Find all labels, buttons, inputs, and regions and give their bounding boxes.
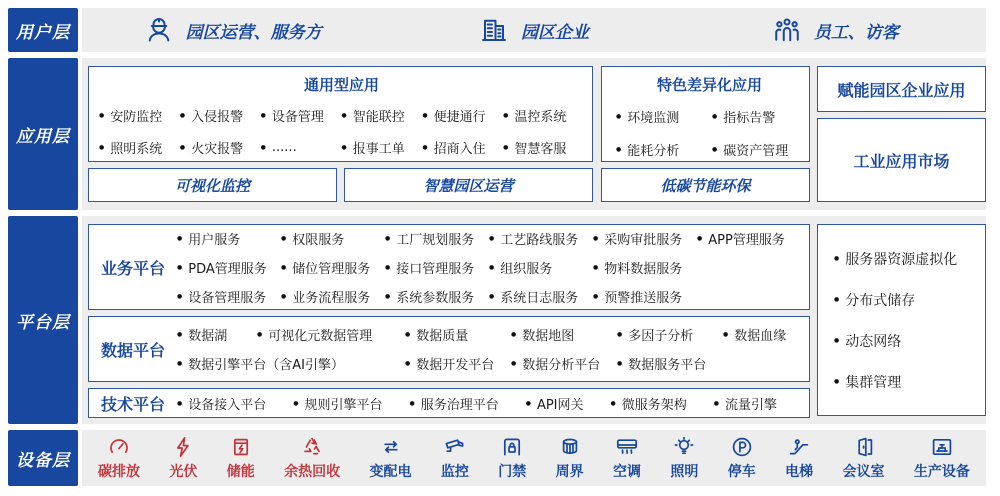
service-item: ● 系统日志服务 [489, 287, 593, 306]
service-item: ● PDA管理服务 [177, 258, 281, 277]
app-item: ● 火灾报警 [180, 138, 261, 157]
app-item: ● 便捷通行 [422, 106, 503, 125]
door-lock-icon [500, 435, 524, 459]
light-bulb-icon [672, 435, 696, 459]
service-item: ● 设备接入平台 [177, 394, 266, 413]
infra-item: ● 动态网络 [834, 331, 985, 351]
service-item: ● 服务治理平台 [409, 394, 498, 413]
device-perimeter [556, 435, 584, 481]
service-item: ● 多因子分析 [617, 325, 723, 344]
visual-monitoring-box: 可视化监控 [88, 168, 337, 202]
device-layer-label: 设备层 [8, 430, 78, 486]
business-platform-box [88, 224, 810, 310]
featured-apps-grid [616, 107, 803, 159]
app-item: ● 智能联控 [342, 106, 423, 125]
service-item: ● 采购审批服务 [593, 229, 697, 248]
general-apps-title: 通用型应用 [303, 76, 379, 94]
device-monitoring [441, 435, 469, 481]
business-platform-title: 业务平台 [101, 258, 166, 278]
user-layer-content [82, 8, 986, 52]
app-item: ● ...... [261, 138, 342, 157]
swap-arrows-icon [379, 435, 403, 459]
app-item: ● 设备管理 [261, 106, 342, 125]
app-item: ● 安防监控 [99, 106, 180, 125]
infra-item: ● 分布式储存 [834, 290, 985, 310]
service-item: ● 可视化元数据管理 [257, 325, 405, 344]
service-item: ● 数据血缘 [723, 325, 801, 344]
device-label: 碳排放 [98, 464, 140, 480]
device-label: 生产设备 [913, 464, 970, 480]
data-platform-box [88, 316, 810, 382]
empower-enterprise-apps-box: 赋能园区企业应用 [817, 66, 986, 112]
service-item: ● 数据开发平台 [405, 354, 511, 373]
device-air-conditioning [613, 435, 641, 481]
app-item: ● 智慧客服 [503, 138, 584, 157]
device-label: 电梯 [785, 464, 814, 480]
tech-platform-items [177, 394, 801, 413]
application-layer-row [8, 58, 986, 210]
infra-item: ● 集群管理 [834, 372, 985, 392]
app-item: ● 温控系统 [503, 106, 584, 125]
data-platform-rows [177, 325, 801, 373]
device-access-control [498, 435, 526, 481]
data-platform-title: 数据平台 [101, 340, 166, 360]
app-item: ● 指标告警 [712, 107, 803, 126]
business-row [177, 287, 801, 306]
featured-apps-box [601, 66, 810, 162]
gauge-icon [107, 435, 131, 459]
featured-apps-title: 特色差异化应用 [656, 76, 762, 94]
device-parking [728, 435, 756, 481]
general-apps-box [88, 66, 593, 162]
application-layer-label: 应用层 [8, 58, 78, 210]
device-photovoltaic [169, 435, 197, 481]
lightning-icon [171, 435, 195, 459]
device-waste-heat-recovery [284, 435, 340, 481]
app-item: ● 入侵报警 [180, 106, 261, 125]
user-group-label: 园区运营、服务方 [185, 22, 322, 43]
device-elevator [785, 435, 813, 481]
recycle-icon [300, 435, 324, 459]
business-platform-rows [177, 229, 801, 306]
service-item: ● 数据服务平台 [617, 354, 723, 373]
app-item: ● 碳资产管理 [712, 140, 803, 159]
user-group-label: 员工、访客 [813, 22, 899, 43]
infrastructure-box [817, 224, 986, 416]
service-item: ● 用户服务 [177, 229, 281, 248]
device-label: 变配电 [369, 464, 412, 480]
platform-layer-label: 平台层 [8, 216, 78, 424]
service-item: ● APP管理服务 [697, 229, 801, 248]
service-item: ● 业务流程服务 [281, 287, 385, 306]
device-label: 监控 [440, 464, 469, 480]
escalator-icon [787, 435, 811, 459]
service-item: ● API网关 [526, 394, 584, 413]
service-item: ● 储位管理服务 [281, 258, 385, 277]
user-group-operators [82, 8, 383, 52]
business-row [177, 229, 801, 248]
device-carbon-emission [98, 435, 140, 481]
service-item: ● 数据引擎平台（含AI引擎） [177, 354, 405, 373]
device-lighting [670, 435, 698, 481]
service-item: ● 微服务架构 [611, 394, 687, 413]
app-item: ● 招商入住 [422, 138, 503, 157]
user-layer-row [8, 8, 986, 52]
service-item: ● 流量引擎 [714, 394, 777, 413]
user-group-enterprises [383, 8, 684, 52]
data-row [177, 325, 801, 344]
device-meeting-room [843, 435, 885, 481]
device-layer-row [8, 430, 986, 486]
people-icon [772, 15, 802, 45]
low-carbon-box: 低碳节能环保 [601, 168, 810, 202]
service-item: ● 数据质量 [405, 325, 511, 344]
service-item: ● 工艺路线服务 [489, 229, 593, 248]
meeting-room-door-icon [852, 435, 876, 459]
service-item: ● 权限服务 [281, 229, 385, 248]
app-item: ● 照明系统 [99, 138, 180, 157]
production-equipment-icon [930, 435, 954, 459]
service-item: ● 设备管理服务 [177, 287, 281, 306]
device-label: 光伏 [169, 464, 198, 480]
device-label: 会议室 [842, 464, 885, 480]
cctv-camera-icon [443, 435, 467, 459]
smart-park-operation-box: 智慧园区运营 [344, 168, 593, 202]
worker-icon [144, 15, 174, 45]
data-row [177, 354, 801, 373]
service-item: ● 接口管理服务 [385, 258, 489, 277]
device-layer-content [82, 430, 986, 486]
application-layer-content [82, 58, 986, 210]
device-label: 余热回收 [284, 464, 341, 480]
business-row [177, 258, 801, 277]
service-item: ● 数据湖 [177, 325, 257, 344]
tech-platform-title: 技术平台 [101, 394, 166, 414]
parking-icon [730, 435, 754, 459]
service-item: ● 规则引擎平台 [293, 394, 382, 413]
device-label: 停车 [727, 464, 756, 480]
device-label: 空调 [613, 464, 641, 480]
perimeter-fence-icon [558, 435, 582, 459]
user-group-label: 园区企业 [520, 22, 589, 43]
service-item: ● 预警推送服务 [593, 287, 697, 306]
device-label: 门禁 [498, 464, 527, 480]
tech-platform-box [88, 388, 810, 418]
platform-layer-row [8, 216, 986, 424]
device-label: 周界 [555, 464, 584, 480]
user-group-visitors [685, 8, 986, 52]
service-item: ● 系统参数服务 [385, 287, 489, 306]
device-production-equipment [914, 435, 970, 481]
platform-layer-content [82, 216, 986, 424]
device-label: 照明 [670, 464, 699, 480]
device-label: 储能 [226, 464, 255, 480]
general-apps-grid [99, 106, 584, 157]
building-icon [479, 15, 509, 45]
battery-icon [229, 435, 253, 459]
infra-item: ● 服务器资源虚拟化 [834, 249, 985, 269]
service-item: ● 数据地图 [511, 325, 617, 344]
device-power-distribution [370, 435, 412, 481]
app-item: ● 能耗分析 [616, 140, 712, 159]
app-item: ● 报事工单 [342, 138, 423, 157]
service-item: ● 组织服务 [489, 258, 593, 277]
service-item: ● 物料数据服务 [593, 258, 697, 277]
service-item: ● 工厂规划服务 [385, 229, 489, 248]
user-layer-label: 用户层 [8, 8, 78, 52]
industrial-app-market-box: 工业应用市场 [817, 118, 986, 202]
air-conditioner-icon [615, 435, 639, 459]
app-item: ● 环境监测 [616, 107, 712, 126]
service-item: ● 数据分析平台 [511, 354, 617, 373]
device-energy-storage [227, 435, 255, 481]
